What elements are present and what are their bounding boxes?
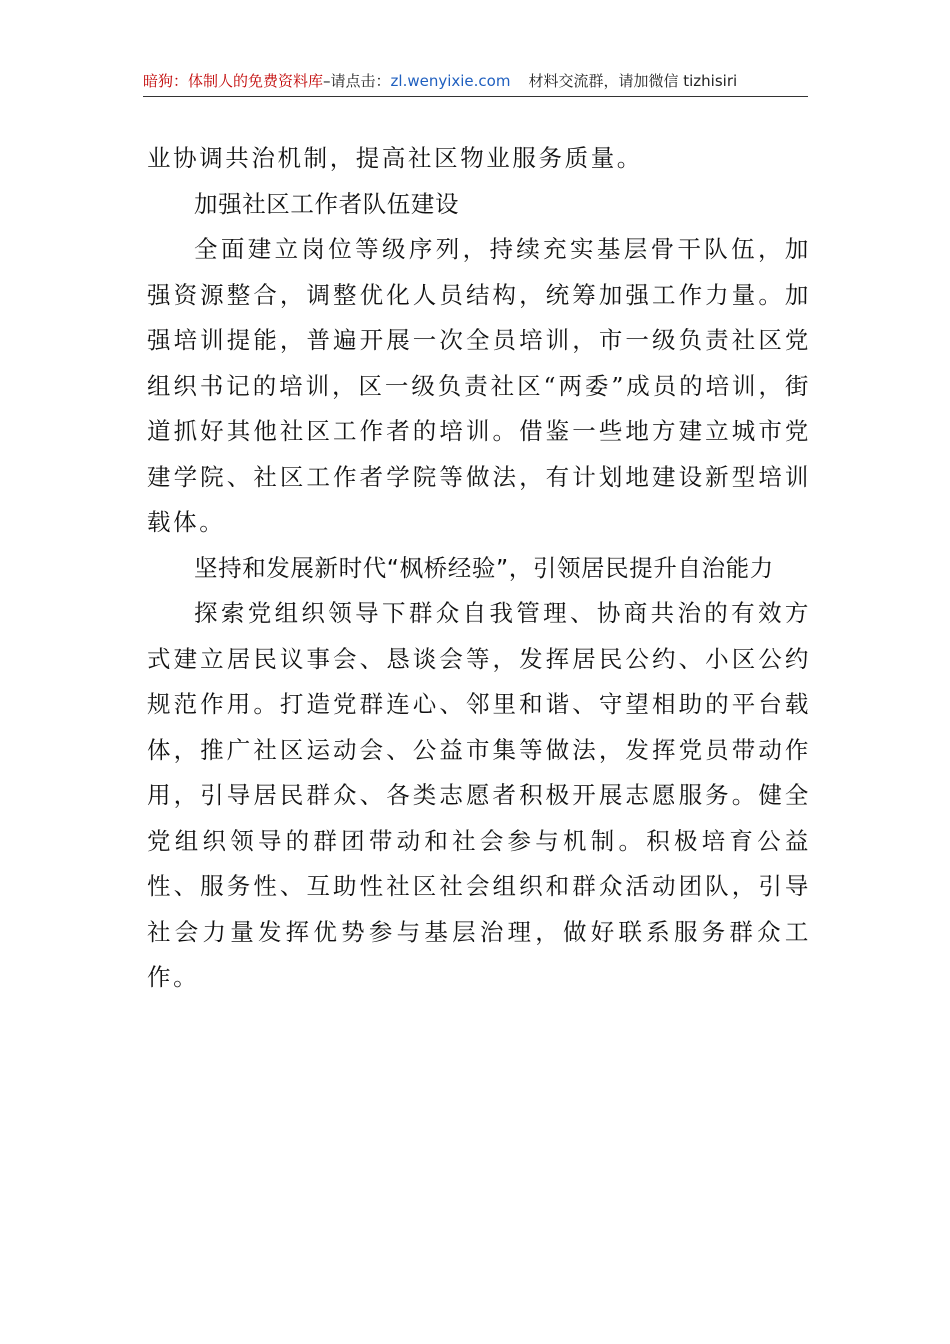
header-contact: 材料交流群，请加微信 tizhisiri <box>528 72 738 90</box>
paragraph-workforce: 全面建立岗位等级序列，持续充实基层骨干队伍，加强资源整合，调整优化人员结构，统筹加强工作力量。加强培训提能，普遍开展一次全员培训，市一级负责社区党组织书记的培训，区一级负责社区“两委”成员的培训，街道抓好其他社区工作者的培训。借鉴一些地方建立城市党建学院、社区工作者学院等做法，有计划地建设新型培训载体。 <box>147 235 811 536</box>
header-brand: 暗狗：体制人的免费资料库 <box>143 72 324 90</box>
header-url-link[interactable]: zl.wenyixie.com <box>390 72 511 90</box>
paragraph-continued: 业协调共治机制，提高社区物业服务质量。 <box>147 144 643 172</box>
paragraph-fengqiao: 探索党组织领导下群众自我管理、协商共治的有效方式建立居民议事会、恳谈会等，发挥居民公约、小区公约规范作用。打造党群连心、邻里和谐、守望相助的平台载体，推广社区运动会、公益市集等做法，发挥党员带动作用，引导居民群众、各类志愿者积极开展志愿服务。健全党组织领导的群团带动和社会参与机制。积极培育公益性、服务性、互助性社区社会组织和群众活动团队，引导社会力量发挥优势参与基层治理，做好联系服务群众工作。 <box>147 599 811 991</box>
section-heading-fengqiao: 坚持和发展新时代“枫桥经验”，引领居民提升自治能力 <box>194 553 774 582</box>
page-header <box>143 70 808 97</box>
section-heading-workforce: 加强社区工作者队伍建设 <box>194 189 460 218</box>
document-body <box>147 136 811 1001</box>
header-prompt: –请点击： <box>323 72 391 90</box>
